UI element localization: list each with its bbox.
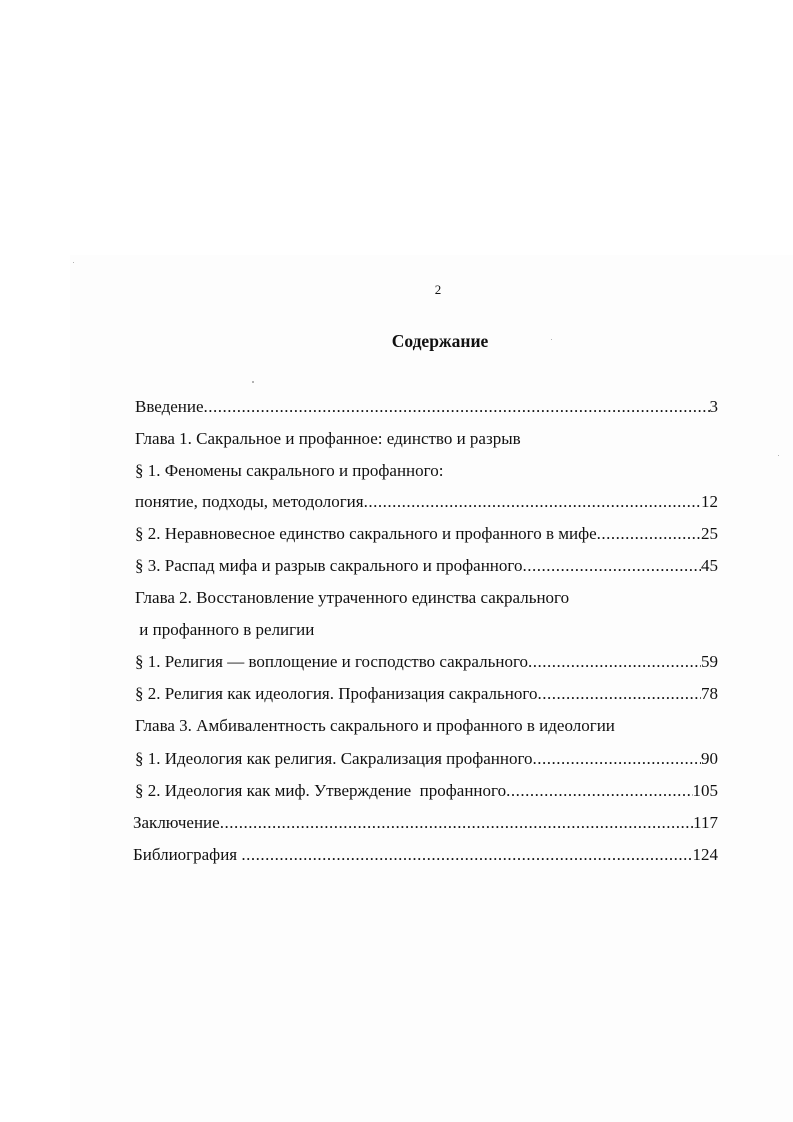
toc-entry-page: 78 bbox=[701, 684, 718, 703]
toc-dot-leader bbox=[533, 748, 701, 770]
page-number: 2 bbox=[434, 282, 442, 297]
toc-entry-introduction bbox=[135, 396, 718, 418]
scan-speck bbox=[252, 381, 254, 383]
toc-entry-title: § 2. Идеология как миф. Утверждение профанного bbox=[135, 781, 507, 800]
toc-dot-leader bbox=[528, 651, 701, 673]
toc-entry-title: § 2. Религия как идеология. Профанизация сакрального bbox=[135, 684, 538, 703]
toc-chapter-2-title-line-1: Глава 2. Восстановление утраченного единства сакрального bbox=[135, 588, 570, 607]
toc-dot-leader bbox=[204, 396, 710, 418]
toc-entry-title: § 3. Распад мифа и разрыв сакрального и профанного bbox=[135, 556, 523, 575]
page-title: Содержание bbox=[391, 331, 489, 351]
toc-entry-page: 12 bbox=[701, 492, 718, 511]
toc-entry-section-2-1 bbox=[135, 651, 718, 673]
toc-entry-page: 105 bbox=[692, 781, 718, 800]
toc-entry-title: § 1. Идеология как религия. Сакрализация профанного bbox=[135, 749, 533, 768]
toc-entry-section-3-1 bbox=[135, 748, 718, 770]
toc-entry-page: 124 bbox=[692, 845, 718, 864]
toc-dot-leader bbox=[364, 491, 701, 513]
toc-entry-page: 45 bbox=[701, 556, 718, 575]
toc-entry-section-1-1 bbox=[135, 491, 718, 513]
scan-speck bbox=[778, 455, 779, 456]
scan-speck bbox=[551, 339, 552, 340]
toc-entry-conclusion bbox=[133, 812, 718, 834]
toc-entry-title: § 2. Неравновесное единство сакрального и профанного в мифе bbox=[135, 524, 597, 543]
toc-dot-leader bbox=[522, 555, 701, 577]
toc-entry-page: 3 bbox=[709, 397, 718, 416]
toc-dot-leader bbox=[537, 683, 701, 705]
toc-entry-section-2-2 bbox=[135, 683, 718, 705]
toc-entry-page: 90 bbox=[701, 749, 718, 768]
toc-chapter-2-title-line-2: и профанного в религии bbox=[135, 620, 315, 639]
toc-dot-leader bbox=[220, 812, 693, 834]
toc-dot-leader bbox=[241, 844, 692, 866]
toc-entry-page: 25 bbox=[701, 524, 718, 543]
toc-entry-page: 117 bbox=[693, 813, 718, 832]
toc-entry-section-1-3 bbox=[135, 555, 718, 577]
toc-dot-leader bbox=[597, 523, 701, 545]
toc-entry-section-3-2 bbox=[135, 780, 718, 802]
toc-entry-page: 59 bbox=[701, 652, 718, 671]
toc-chapter-1-title: Глава 1. Сакральное и профанное: единство и разрыв bbox=[135, 429, 521, 448]
toc-entry-title: Введение bbox=[135, 397, 204, 416]
scan-speck bbox=[73, 262, 74, 263]
toc-dot-leader bbox=[506, 780, 692, 802]
toc-chapter-3-title: Глава 3. Амбивалентность сакрального и профанного в идеологии bbox=[135, 716, 615, 735]
toc-section-1-1-title-line: § 1. Феномены сакрального и профанного: bbox=[135, 461, 444, 480]
toc-entry-title: понятие, подходы, методология bbox=[135, 492, 364, 511]
toc-entry-bibliography bbox=[133, 844, 718, 866]
toc-entry-section-1-2 bbox=[135, 523, 718, 545]
toc-entry-title: Библиография bbox=[133, 845, 242, 864]
toc-entry-title: Заключение bbox=[133, 813, 220, 832]
toc-entry-title: § 1. Религия — воплощение и господство сакрального bbox=[135, 652, 529, 671]
